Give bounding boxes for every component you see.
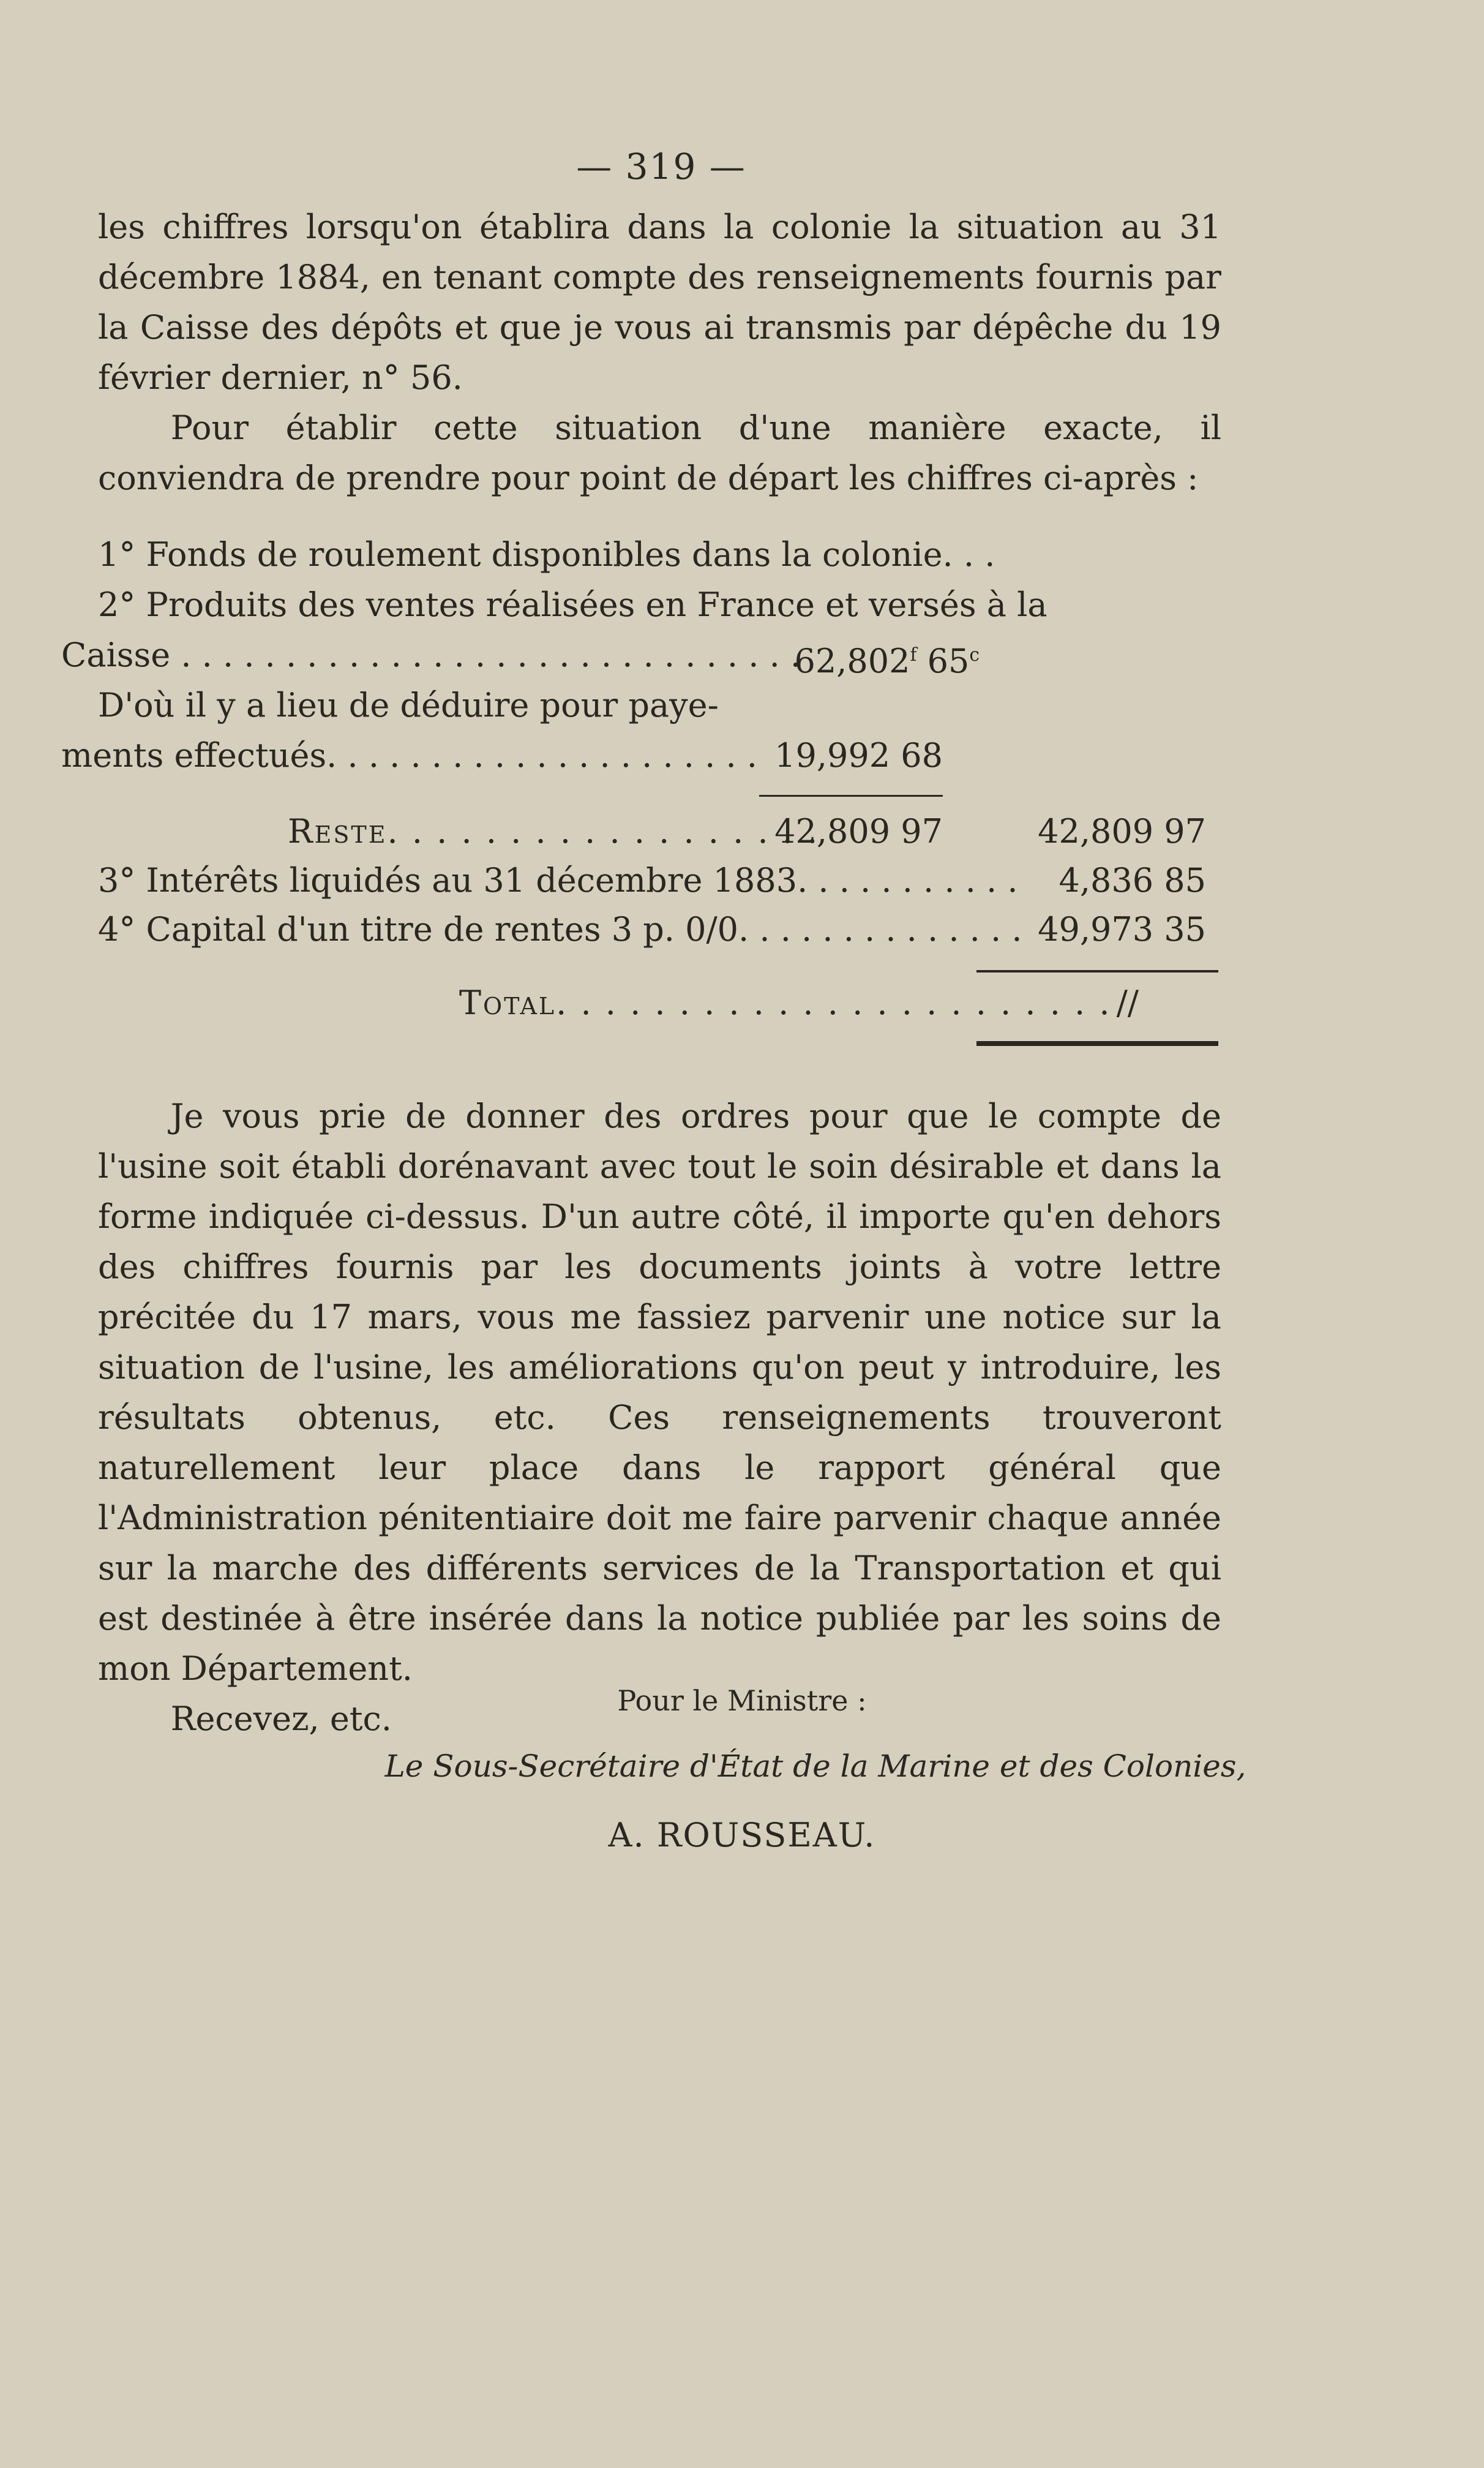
table-item-2-amount: 62,802$^f$ 65$^c$ <box>794 642 980 680</box>
table-deduction-amount: 19,992 68 <box>774 736 943 775</box>
signature-line-1: Pour le Ministre : <box>617 1684 867 1717</box>
table-item-1: 1° Fonds de roulement disponibles dans la colonie. . . <box>98 535 995 574</box>
table-item-3-amount: 4,836 85 <box>1059 861 1206 900</box>
table-item-2-line-1: 2° Produits des ventes réalisées en France et versés à la <box>98 585 1047 624</box>
table-total-label: Total. . . . . . . . . . . . . . . . . . . . . . . <box>459 984 1112 1022</box>
body-paragraph: Je vous prie de donner des ordres pour que le compte de l'usine soit établi dorénavant avec tout le soin désirable et dans la forme indiquée ci-dessus. D'un autre côté, il importe qu'en dehors des chiffres fournis par les documents joints à votre lettre précitée du 17 mars, vous me fassiez parvenir une notice sur la situation de l'usine, les améliorations qu'on peut y introduire, les résultats obtenus, etc. Ces renseignements trouveront naturellement leur place dans le rapport général que l'Administration pénitentiaire doit me faire parvenir chaque année sur la marche des différents services de la Transportation et qui est destinée à être insérée dans la notice publiée par les soins de mon Département. <box>98 1097 1221 1688</box>
table-total-amount: // <box>1116 984 1139 1022</box>
table-deduction-line-2: ments effectués. . . . . . . . . . . . . . . . . . . . . <box>61 736 757 775</box>
subtotal-rule <box>759 795 943 797</box>
table-item-3: 3° Intérêts liquidés au 31 décembre 1883. . . . . . . . . . . <box>98 861 1018 900</box>
table-item-4: 4° Capital d'un titre de rentes 3 p. 0/0. . . . . . . . . . . . . . <box>98 910 1022 949</box>
table-reste-label: Reste. . . . . . . . . . . . . . . . . . <box>288 812 820 851</box>
table-deduction-line-1: D'où il y a lieu de déduire pour paye- <box>98 686 719 724</box>
total-rule-bottom <box>976 1041 1218 1046</box>
table-item-2-line-2: Caisse . . . . . . . . . . . . . . . . . . . . . . . . . . . . . . <box>61 636 801 674</box>
page-number: — 319 — <box>576 146 746 187</box>
intro-paragraph-1: les chiffres lorsqu'on établira dans la colonie la situation au 31 décembre 1884, en tenant compte des renseignements fournis par la Caisse des dépôts et que je vous ai transmis par dépêche du 19 février dernier, n° 56. <box>98 208 1221 397</box>
total-rule-top <box>976 970 1218 973</box>
signature-name: A. ROUSSEAU. <box>608 1816 876 1854</box>
intro-paragraph-2: Pour établir cette situation d'une manière exacte, il conviendra de prendre pour point de départ les chiffres ci-après : <box>98 408 1221 497</box>
closing-line: Recevez, etc. <box>170 1699 392 1738</box>
signature-title: Le Sous-Secrétaire d'État de la Marine et des Colonies, <box>384 1748 1246 1784</box>
body-section <box>98 1091 1221 1744</box>
intro-section <box>98 202 1221 503</box>
table-item-4-amount: 49,973 35 <box>1038 910 1206 949</box>
table-reste-right-amount: 42,809 97 <box>1038 812 1206 851</box>
table-reste-amount: 42,809 97 <box>774 812 943 851</box>
